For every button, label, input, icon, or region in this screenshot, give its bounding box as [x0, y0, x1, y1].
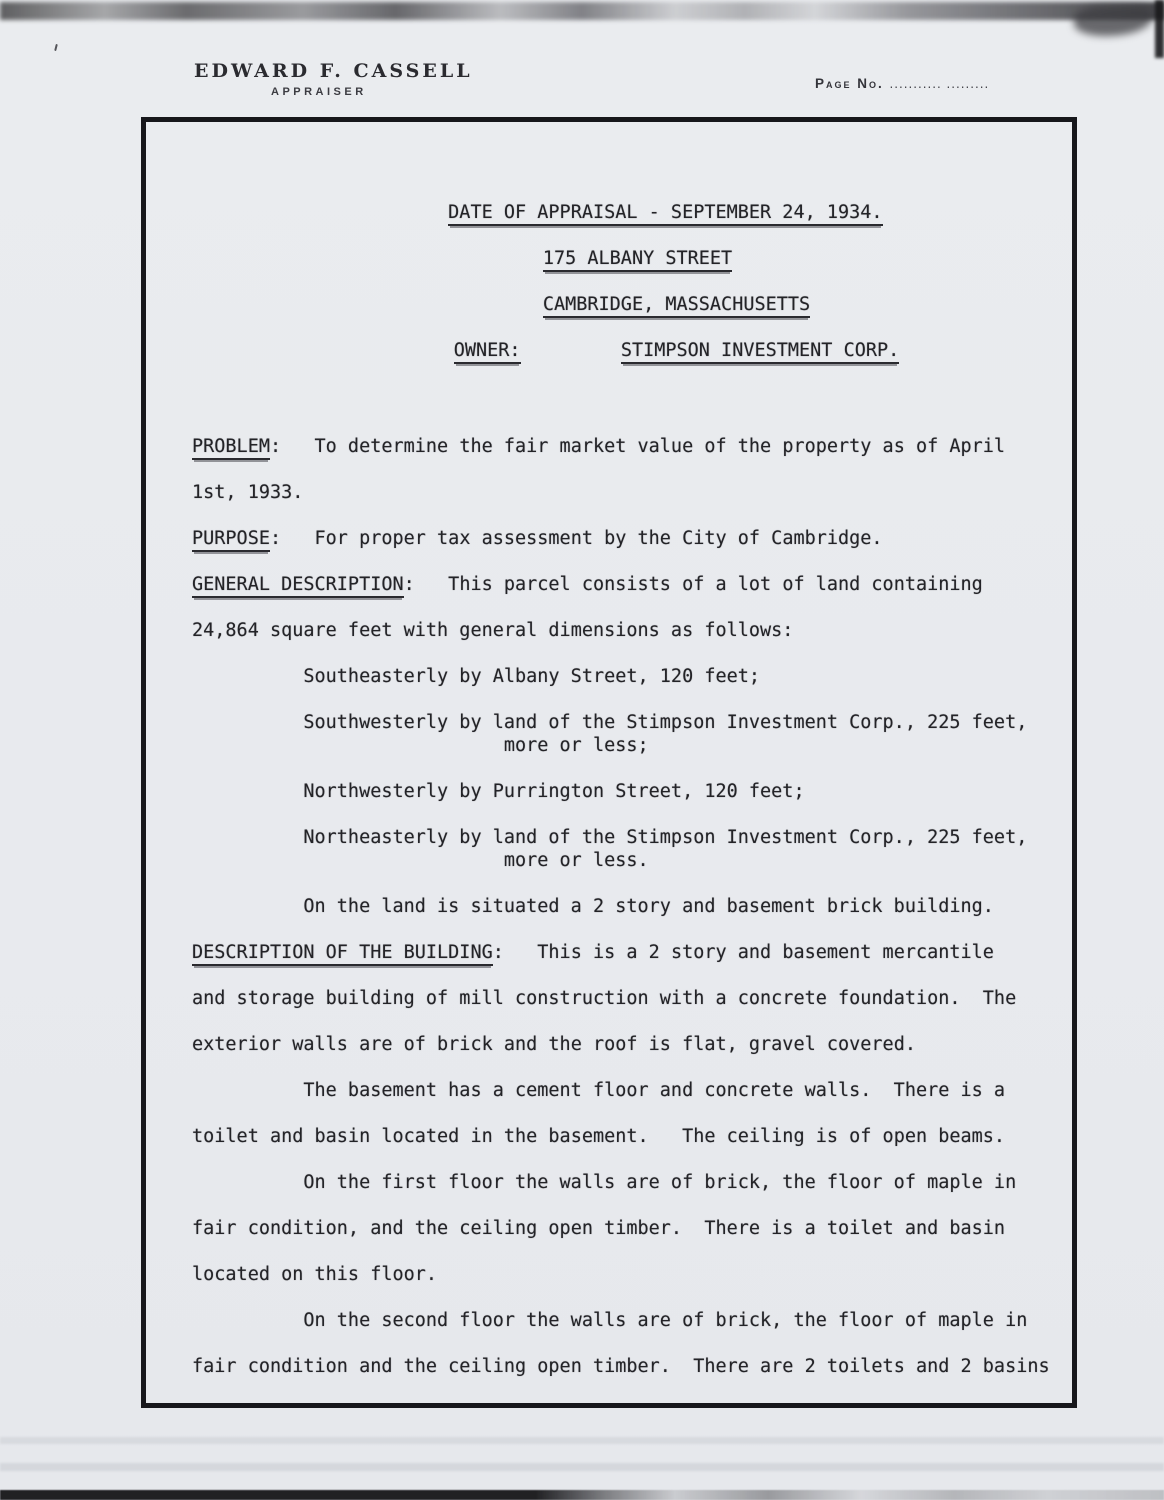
- doc-text-underlined: 175 ALBANY STREET: [543, 248, 732, 272]
- doc-text-underlined: OWNER:: [454, 340, 521, 364]
- doc-text: Northeasterly by land of the Stimpson Investment Corp., 225 feet,: [303, 827, 1028, 848]
- scan-dark-band-bottom: [0, 1490, 1164, 1500]
- doc-line: [192, 654, 1064, 700]
- doc-text: Southwesterly by land of the Stimpson Investment Corp., 225 feet,: [303, 712, 1028, 733]
- doc-text-underlined: CAMBRIDGE, MASSACHUSETTS: [543, 294, 810, 318]
- doc-text: fair condition and the ceiling open timber. There are 2 toilets and 2 basins: [192, 1356, 1050, 1377]
- doc-line: [192, 930, 1064, 976]
- doc-text: Southeasterly by Albany Street, 120 feet;: [303, 666, 761, 687]
- doc-line: [192, 282, 1064, 328]
- doc-line: [192, 1068, 1064, 1114]
- doc-text: The basement has a cement floor and concrete walls. There is a: [303, 1080, 1006, 1101]
- doc-line: [192, 236, 1064, 282]
- doc-line: [192, 608, 1064, 654]
- doc-text: : This is a 2 story and basement mercantile: [492, 942, 994, 963]
- doc-line: [192, 1114, 1064, 1160]
- doc-line: [192, 884, 1064, 930]
- doc-text: exterior walls are of brick and the roof is flat, gravel covered.: [192, 1034, 916, 1055]
- doc-text: : This parcel consists of a lot of land containing: [403, 574, 983, 595]
- doc-text: [521, 340, 621, 361]
- doc-text: located on this floor.: [192, 1264, 438, 1285]
- doc-line: [192, 424, 1064, 470]
- scan-smudge-band-top: [0, 2, 1164, 20]
- doc-text-underlined: STIMPSON INVESTMENT CORP.: [621, 340, 899, 364]
- doc-text: 24,864 square feet with general dimensions as follows:: [192, 620, 794, 641]
- doc-line: [192, 562, 1064, 608]
- doc-text: : To determine the fair market value of the property as of April: [269, 436, 1006, 457]
- doc-line: [192, 1160, 1064, 1206]
- page-number-label: Page No.: [815, 76, 884, 91]
- document-lines: [192, 190, 1064, 1390]
- doc-text: 1st, 1933.: [192, 482, 304, 503]
- doc-line: [192, 1206, 1064, 1252]
- doc-text: Northwesterly by Purrington Street, 120 feet;: [303, 781, 805, 802]
- doc-text: : For proper tax assessment by the City of Cambridge.: [269, 528, 883, 549]
- doc-text: fair condition, and the ceiling open timber. There is a toilet and basin: [192, 1218, 1006, 1239]
- doc-line: [192, 815, 1064, 848]
- doc-text: more or less.: [503, 850, 649, 871]
- doc-line: [192, 700, 1064, 733]
- doc-text: On the first floor the walls are of brick, the floor of maple in: [303, 1172, 1017, 1193]
- scan-speck: [54, 44, 58, 51]
- doc-text-underlined: DESCRIPTION OF THE BUILDING: [192, 942, 493, 966]
- doc-text-underlined: PURPOSE: [192, 528, 270, 552]
- page-number-field: [815, 76, 989, 91]
- scan-dark-edge: [1155, 0, 1164, 58]
- doc-line: [192, 516, 1064, 562]
- doc-text: and storage building of mill construction with a concrete foundation. The: [192, 988, 1017, 1009]
- doc-line: [192, 190, 1064, 236]
- doc-text: On the second floor the walls are of brick, the floor of maple in: [303, 1310, 1028, 1331]
- document-border-frame: [141, 117, 1077, 1408]
- page-number-dotted-line: ........... .........: [889, 76, 990, 91]
- scan-streak: [0, 1463, 1164, 1471]
- doc-line: [192, 328, 1064, 374]
- doc-line: [192, 976, 1064, 1022]
- doc-line: [192, 1252, 1064, 1298]
- doc-line: [192, 470, 1064, 516]
- doc-text-underlined: DATE OF APPRAISAL - SEPTEMBER 24, 1934.: [448, 202, 882, 226]
- letterhead-appraiser-title: APPRAISER: [271, 86, 367, 98]
- doc-text: more or less;: [503, 735, 649, 756]
- scan-smudge-blob: [1074, 6, 1152, 36]
- letterhead-appraiser-name: EDWARD F. CASSELL: [194, 60, 473, 82]
- doc-line: [192, 769, 1064, 815]
- doc-text-underlined: PROBLEM: [192, 436, 270, 460]
- doc-text: toilet and basin located in the basement. The ceiling is of open beams.: [192, 1126, 1006, 1147]
- doc-line: [192, 1298, 1064, 1344]
- doc-text-underlined: GENERAL DESCRIPTION: [192, 574, 404, 598]
- doc-text: On the land is situated a 2 story and basement brick building.: [303, 896, 994, 917]
- doc-line: [192, 1022, 1064, 1068]
- scan-streak: [0, 1437, 1164, 1444]
- doc-line: [192, 1344, 1064, 1390]
